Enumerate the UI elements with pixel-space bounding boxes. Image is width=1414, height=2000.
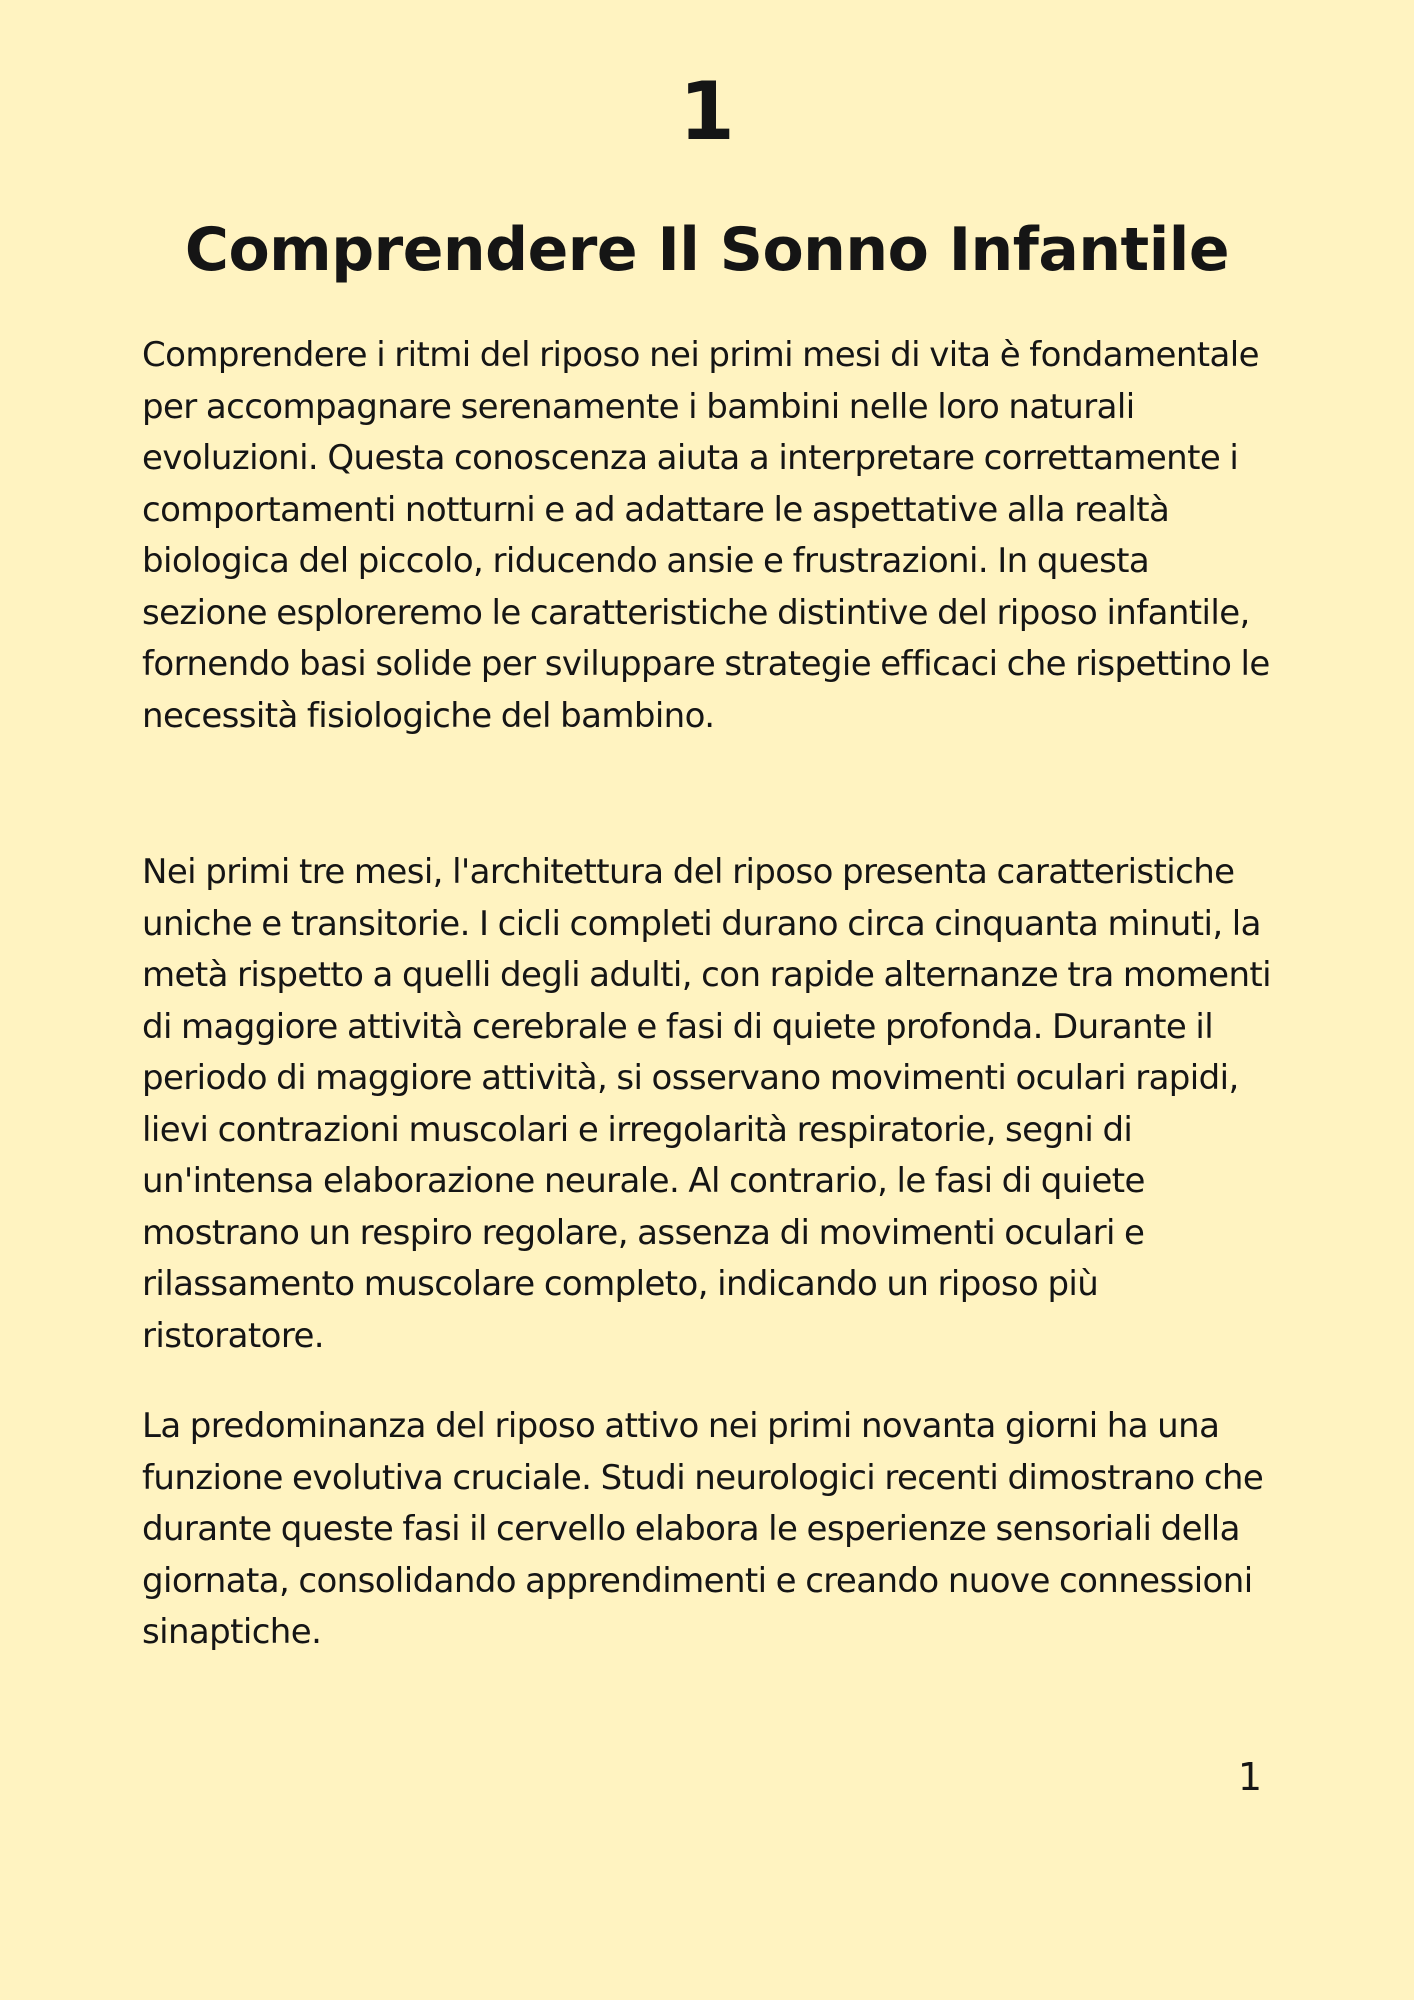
body-paragraph: La predominanza del riposo attivo nei primi novanta giorni ha una funzione evolutiva cruciale. Studi neurologici recenti dimostrano che durante queste fasi il cervello elabora le esperienze sensoriali della giornata, consolidando apprendimenti e creando nuove connessioni sinaptiche.	[142, 1406, 1264, 1652]
body-paragraph: Comprendere i ritmi del riposo nei primi mesi di vita è fondamentale per accompagnare serenamente i bambini nelle loro naturali evoluzioni. Questa conoscenza aiuta a interpretare correttamente i comportamenti notturni e ad adattare le aspettative alla realtà biologica del piccolo, riducendo ansie e frustrazioni. In questa sezione esploreremo le caratteristiche distintive del riposo infantile, fornendo basi solide per sviluppare strategie efficaci che rispettino le necessità fisiologiche del bambino.	[142, 335, 1270, 736]
chapter-number: 1	[679, 65, 735, 158]
chapter-title: Comprendere Il Sonno Infantile	[184, 215, 1230, 285]
body-paragraph: Nei primi tre mesi, l'architettura del riposo presenta caratteristiche uniche e transitorie. I cicli completi durano circa cinquanta minuti, la metà rispetto a quelli degli adulti, con rapide alternanze tra momenti di maggiore attività cerebrale e fasi di quiete profonda. Durante il periodo di maggiore attività, si osservano movimenti oculari rapidi, lievi contrazioni muscolari e irregolarità respiratorie, segni di un'intensa elaborazione neurale. Al contrario, le fasi di quiete mostrano un respiro regolare, assenza di movimenti oculari e rilassamento muscolare completo, indicando un riposo più ristoratore.	[142, 852, 1272, 1356]
page-number: 1	[1237, 1755, 1262, 1799]
